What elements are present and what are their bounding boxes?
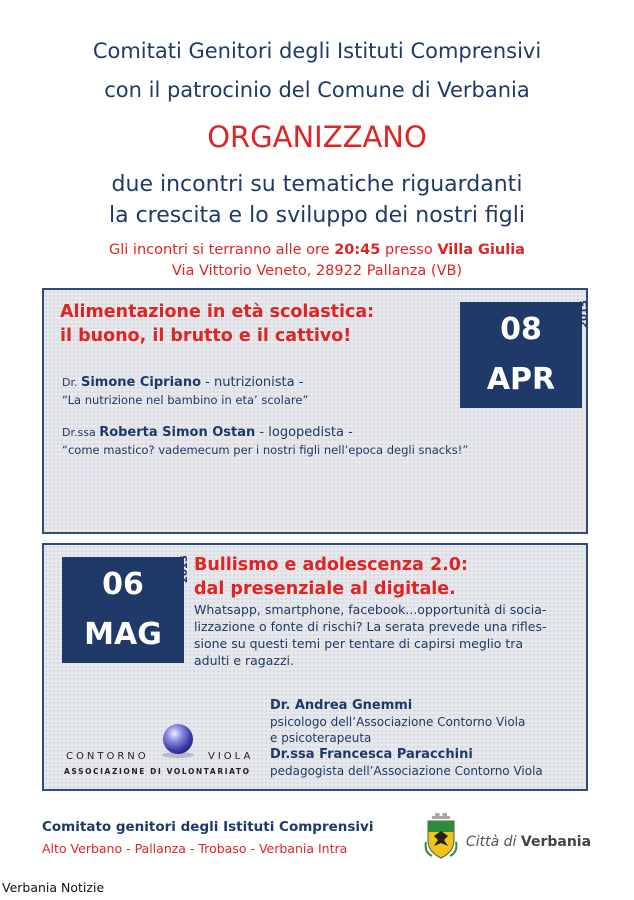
event2-desc-line-3: sione su questi temi per tentare di capirsi meglio tra bbox=[194, 636, 524, 651]
event2-speaker2-title: Dr.ssa bbox=[270, 747, 320, 762]
event2-speaker1-title: Dr. bbox=[270, 698, 295, 713]
event1-speaker1-role: - nutrizionista - bbox=[201, 375, 304, 390]
event1-speaker1-name: Simone Cipriano bbox=[80, 375, 202, 390]
event2-speaker2-name: Francesca Paracchini bbox=[319, 747, 473, 762]
event1-title-line-1: Alimentazione in età scolastica: bbox=[60, 302, 375, 322]
event-panel-2 bbox=[42, 543, 588, 791]
event-panel-1 bbox=[42, 288, 588, 534]
event1-title-line-2: il buono, il brutto e il cattivo! bbox=[60, 326, 352, 346]
event1-speaker2-role: - logopedista - bbox=[255, 425, 353, 440]
organizzano-heading: ORGANIZZANO bbox=[207, 120, 427, 154]
footer-title: Comitato genitori degli Istituti Comprensivi bbox=[42, 819, 374, 835]
city-name: Verbania bbox=[520, 834, 592, 850]
event1-day: 08 bbox=[500, 312, 542, 347]
event2-speaker1-role-1: psicologo dell’Associazione Contorno Viola bbox=[270, 715, 526, 729]
subtitle-line-2: la crescita e lo sviluppo dei nostri figli bbox=[109, 203, 525, 228]
event1-month: APR bbox=[486, 362, 556, 397]
event2-speaker1 bbox=[270, 697, 412, 715]
logo-subtitle: ASSOCIAZIONE DI VOLONTARIATO bbox=[64, 767, 251, 776]
event2-day: 06 bbox=[102, 567, 144, 602]
city-prefix: Città di bbox=[466, 834, 521, 850]
event2-title-line-1: Bullismo e adolescenza 2.0: bbox=[194, 555, 468, 575]
verbania-coat-of-arms-icon bbox=[424, 812, 458, 860]
logo-word-1: CONTORNO bbox=[66, 751, 149, 762]
event2-desc-line-2: lizzazione o fonte di rischi? La serata prevede una rifles- bbox=[194, 619, 547, 634]
source-credit: Verbania Notizie bbox=[2, 880, 105, 895]
event2-year: 2015 bbox=[179, 555, 190, 583]
venue-prefix: Gli incontri si terranno alle ore bbox=[109, 242, 335, 258]
subtitle-line-1: due incontri su tematiche riguardanti bbox=[111, 172, 523, 197]
event2-desc-line-4: adulti e ragazzi. bbox=[194, 653, 294, 668]
event2-speaker2 bbox=[270, 746, 473, 764]
event2-title-line-2: dal presenziale al digitale. bbox=[194, 579, 456, 599]
venue-line bbox=[0, 240, 634, 261]
event2-speaker2-role: pedagogista dell’Associazione Contorno Viola bbox=[270, 764, 543, 778]
event2-speaker1-name: Andrea Gnemmi bbox=[294, 698, 413, 713]
venue-time: 20:45 bbox=[334, 242, 381, 258]
event1-date-box bbox=[460, 302, 582, 408]
city-label bbox=[466, 834, 591, 850]
event2-date-box bbox=[62, 557, 184, 663]
event1-speaker1-title: Dr. bbox=[62, 376, 81, 389]
logo-word-2: VIOLA bbox=[208, 751, 254, 762]
venue-place: Villa Giulia bbox=[437, 242, 525, 258]
header-line-2: con il patrocinio del Comune di Verbania bbox=[104, 78, 530, 102]
venue-address: Via Vittorio Veneto, 28922 Pallanza (VB) bbox=[171, 263, 463, 279]
event1-speaker2 bbox=[62, 424, 353, 442]
event1-speaker2-title: Dr.ssa bbox=[62, 426, 100, 439]
event2-desc-line-1: Whatsapp, smartphone, facebook...opportunità di socia- bbox=[194, 602, 547, 617]
contorno-viola-logo bbox=[58, 721, 278, 781]
footer-places: Alto Verbano - Pallanza - Trobaso - Verbania Intra bbox=[42, 841, 348, 856]
event1-year: 2015 bbox=[579, 300, 590, 328]
event2-speaker1-role-2: e psicoterapeuta bbox=[270, 731, 372, 745]
header-line-1: Comitati Genitori degli Istituti Comprensivi bbox=[92, 39, 542, 63]
event1-speaker2-name: Roberta Simon Ostan bbox=[99, 425, 256, 440]
event1-speaker1-topic: “La nutrizione nel bambino in eta’ scolare” bbox=[62, 393, 309, 407]
event1-speaker1 bbox=[62, 374, 303, 392]
event1-speaker2-topic: “come mastico? vademecum per i nostri figli nell’epoca degli snacks!” bbox=[62, 443, 469, 457]
event2-month: MAG bbox=[84, 617, 162, 652]
venue-mid: presso bbox=[380, 242, 438, 258]
